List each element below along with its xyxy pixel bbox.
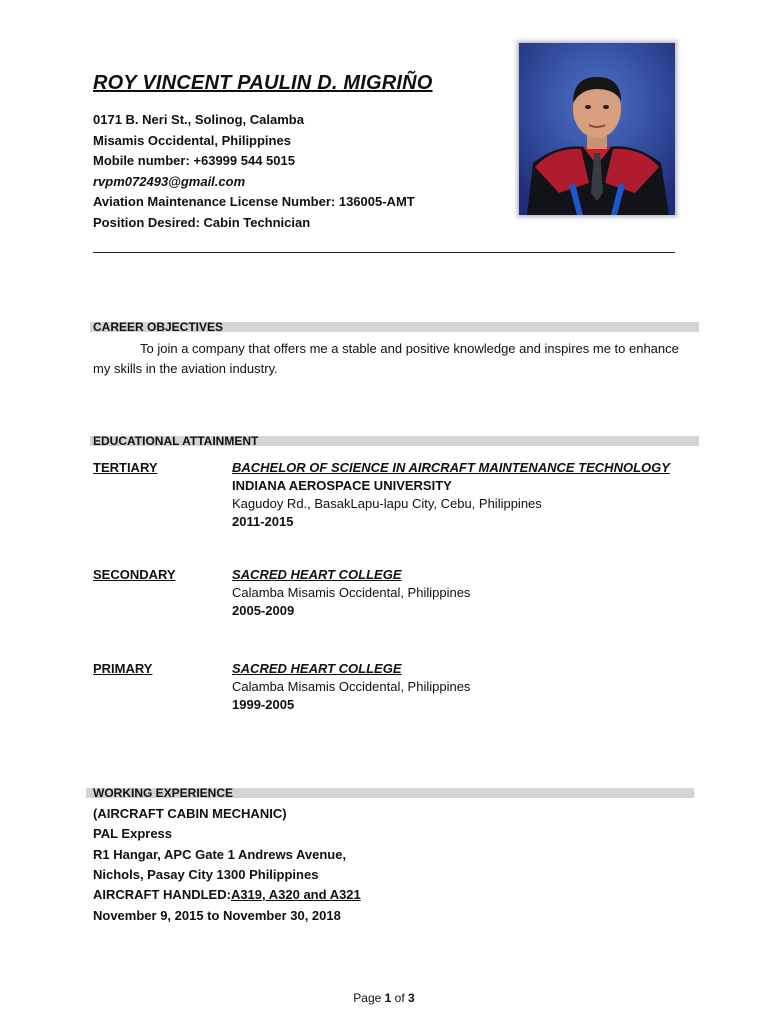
career-objectives-text: To join a company that offers me a stable and positive knowledge and inspires me to enhance my skills in the aviation industry.: [93, 341, 679, 376]
secondary-years: 2005-2009: [232, 603, 295, 618]
tertiary-school: INDIANA AEROSPACE UNIVERSITY: [232, 478, 452, 493]
aircraft-handled-value: A319, A320 and A321: [230, 887, 361, 902]
work-address-1: R1 Hangar, APC Gate 1 Andrews Avenue,: [93, 847, 347, 862]
tertiary-years: 2011-2015: [232, 514, 294, 529]
email-address: rvpm072493@gmail.com: [93, 174, 246, 189]
applicant-photo: [519, 43, 675, 215]
education-heading: EDUCATIONAL ATTAINMENT: [93, 434, 259, 448]
tertiary-label: TERTIARY: [93, 460, 158, 475]
primary-school: SACRED HEART COLLEGE: [232, 661, 402, 676]
address-line-1: 0171 B. Neri St., Solinog, Calamba: [93, 112, 304, 127]
position-desired: Position Desired: Cabin Technician: [93, 215, 311, 230]
page-word: Page: [353, 991, 382, 1005]
work-company: PAL Express: [93, 826, 173, 841]
career-objectives-heading: CAREER OBJECTIVES: [93, 320, 224, 334]
portrait-image: [519, 43, 675, 215]
work-role: (AIRCRAFT CABIN MECHANIC): [93, 806, 287, 821]
of-word: of: [394, 991, 405, 1005]
tertiary-address: Kagudoy Rd., BasakLapu-lapu City, Cebu, Philippines: [232, 496, 542, 511]
page-footer: [0, 991, 768, 1005]
work-aircraft-handled: [93, 887, 361, 903]
primary-label: PRIMARY: [93, 661, 153, 676]
page-total: 3: [408, 991, 415, 1005]
work-address-2: Nichols, Pasay City 1300 Philippines: [93, 867, 319, 882]
secondary-label: SECONDARY: [93, 567, 176, 582]
working-experience-heading: WORKING EXPERIENCE: [93, 786, 234, 800]
primary-address: Calamba Misamis Occidental, Philippines: [232, 679, 471, 694]
address-line-2: Misamis Occidental, Philippines: [93, 133, 291, 148]
primary-years: 1999-2005: [232, 697, 295, 712]
aircraft-handled-label: AIRCRAFT HANDLED:: [93, 887, 231, 902]
tertiary-degree: BACHELOR OF SCIENCE IN AIRCRAFT MAINTENANCE TECHNOLOGY: [232, 460, 670, 475]
secondary-school: SACRED HEART COLLEGE: [232, 567, 402, 582]
mobile-number: Mobile number: +63999 544 5015: [93, 153, 295, 168]
work-dates: November 9, 2015 to November 30, 2018: [93, 908, 341, 923]
page-number: 1: [384, 991, 392, 1005]
license-number: Aviation Maintenance License Number: 136005-AMT: [93, 194, 415, 209]
header-divider: [93, 252, 675, 253]
secondary-address: Calamba Misamis Occidental, Philippines: [232, 585, 471, 600]
applicant-name: ROY VINCENT PAULIN D. MIGRIÑO: [93, 72, 433, 94]
